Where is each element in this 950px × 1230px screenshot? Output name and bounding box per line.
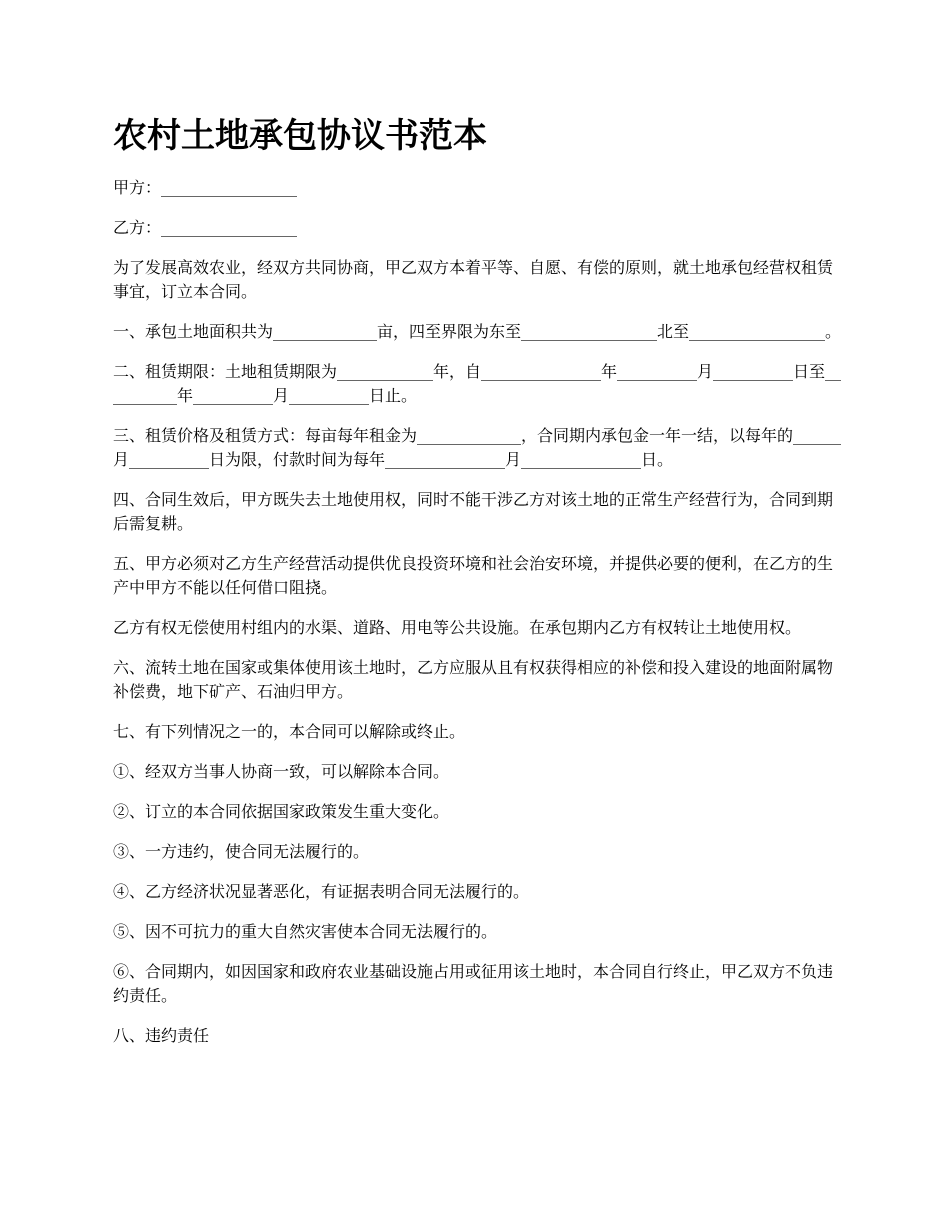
clause-8-heading: 八、违约责任 — [113, 1026, 210, 1045]
termination-item-4: ④、乙方经济状况显著恶化，有证据表明合同无法履行的。 — [113, 882, 530, 901]
document-title: 农村土地承包协议书范本 — [113, 116, 487, 156]
clause-6-compensation: 六、流转土地在国家或集体使用该土地时，乙方应服从且有权获得相应的补偿和投入建设的地面附属物补偿费，地下矿产、石油归甲方。 — [113, 658, 834, 701]
document-page — [113, 108, 843, 1064]
termination-item-2: ②、订立的本合同依据国家政策发生重大变化。 — [113, 802, 450, 821]
clause-3-lease-price: 三、租赁价格及租赁方式：每亩每年租金为_____________，合同期内承包金一年一结，以每年的______月__________日为限，付款时间为每年_______________月_______________日。 — [113, 426, 842, 469]
clause-4-effect: 四、合同生效后，甲方既失去土地使用权，同时不能干涉乙方对该土地的正常生产经营行为，合同到期后需复耕。 — [113, 490, 834, 533]
party-b-line: 乙方：_________________ — [113, 218, 298, 237]
termination-item-6: ⑥、合同期内，如因国家和政府农业基础设施占用或征用该土地时，本合同自行终止，甲乙双方不负违约责任。 — [113, 962, 834, 1005]
clause-7-termination: 七、有下列情况之一的，本合同可以解除或终止。 — [113, 722, 466, 741]
clause-1-land-area: 一、承包土地面积共为_____________亩，四至界限为东至_________________北至_________________。 — [113, 322, 842, 341]
party-a-line: 甲方：_________________ — [113, 178, 298, 197]
termination-item-5: ⑤、因不可抗力的重大自然灾害使本合同无法履行的。 — [113, 922, 498, 941]
clause-2-lease-term: 二、租赁期限：土地租赁期限为____________年，自_______________年__________月__________日至__________年__________月__________日止。 — [113, 362, 842, 405]
clause-5-obligations: 五、甲方必须对乙方生产经营活动提供优良投资环境和社会治安环境，并提供必要的便利，在乙方的生产中甲方不能以任何借口阻挠。 — [113, 554, 834, 597]
termination-item-1: ①、经双方当事人协商一致，可以解除本合同。 — [113, 762, 450, 781]
termination-item-3: ③、一方违约，使合同无法履行的。 — [113, 842, 370, 861]
preamble-paragraph: 为了发展高效农业，经双方共同协商，甲乙双方本着平等、自愿、有偿的原则，就土地承包经营权租赁事宜，订立本合同。 — [113, 258, 834, 301]
clause-5-rights: 乙方有权无偿使用村组内的水渠、道路、用电等公共设施。在承包期内乙方有权转让土地使用权。 — [113, 618, 802, 637]
